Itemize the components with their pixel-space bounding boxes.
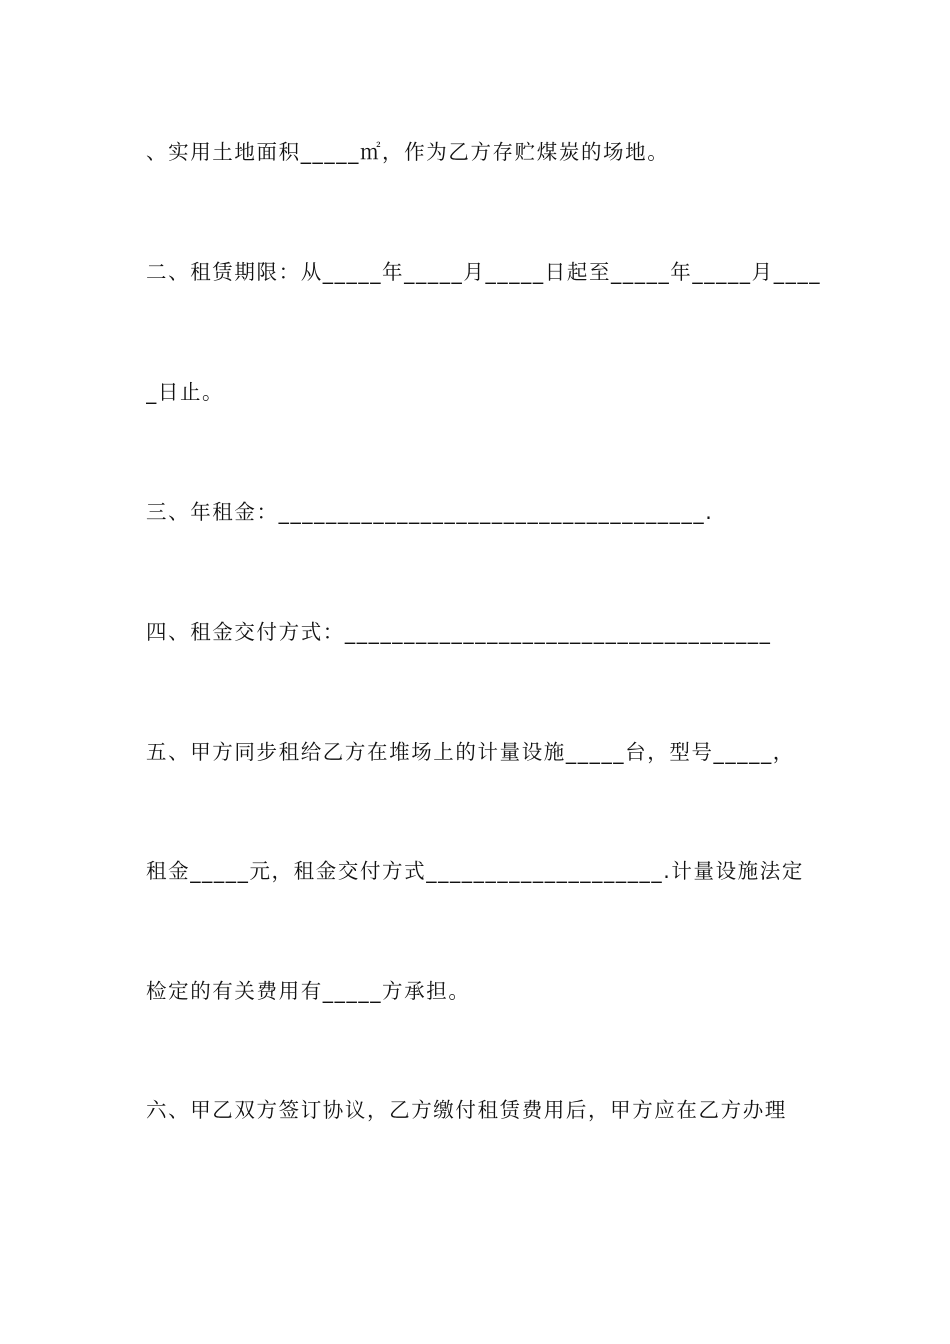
text-line-lease-term: 二、租赁期限：从_____年_____月_____日起至_____年_____月____ xyxy=(146,260,822,284)
text-line-inspection-fees: 检定的有关费用有_____方承担。 xyxy=(146,979,471,1003)
text-line-agreement-signing: 六、甲乙双方签订协议，乙方缴付租赁费用后，甲方应在乙方办理 xyxy=(146,1098,787,1122)
text-line-land-area: 、实用土地面积_____㎡，作为乙方存贮煤炭的场地。 xyxy=(146,140,670,164)
text-line-payment-method: 四、租金交付方式：____________________________________ xyxy=(146,620,772,644)
text-line-annual-rent: 三、年租金：____________________________________. xyxy=(146,500,714,524)
text-line-lease-term-end: _日止。 xyxy=(146,380,225,404)
text-line-equipment-rent: 租金_____元，租金交付方式____________________.计量设施法定 xyxy=(146,859,804,883)
text-line-metering-equipment: 五、甲方同步租给乙方在堆场上的计量设施_____台，型号_____， xyxy=(146,740,795,764)
